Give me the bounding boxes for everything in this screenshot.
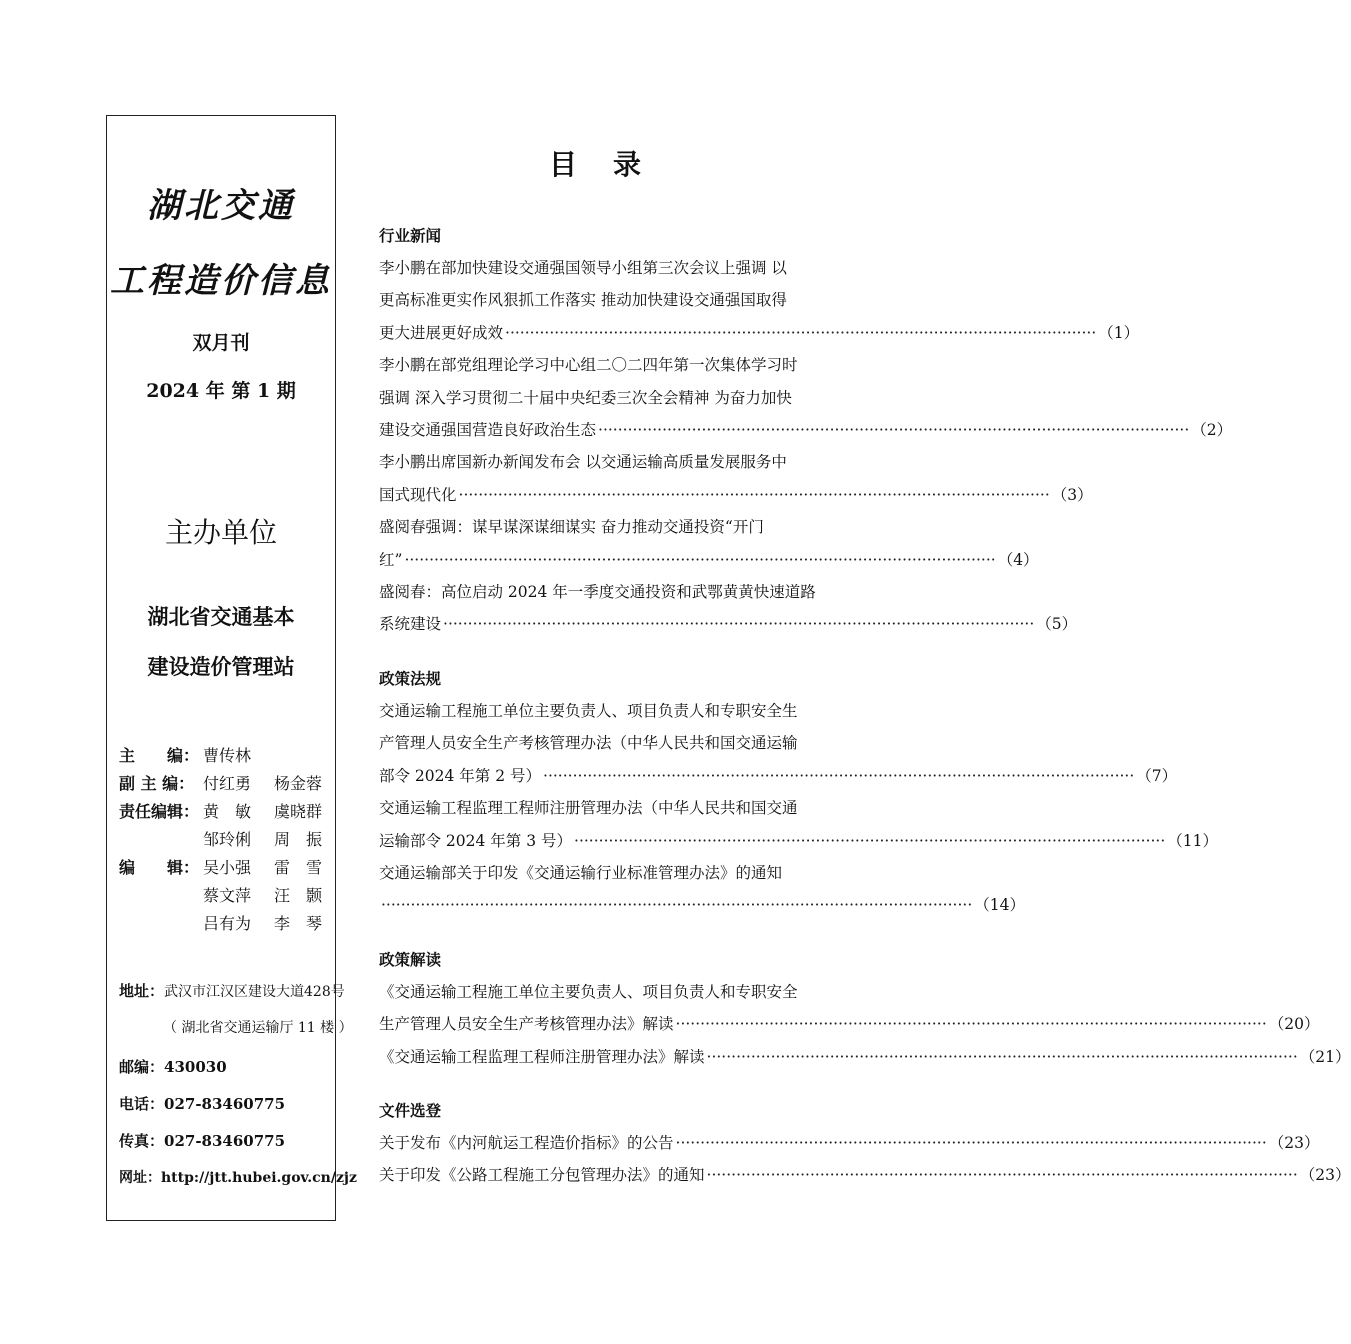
staff-role: 主 编： bbox=[119, 745, 200, 765]
page-number: （14） bbox=[974, 896, 1025, 915]
section-heading: 政策解读 bbox=[379, 949, 442, 969]
toc-entry-text: 系统建设 bbox=[379, 615, 442, 634]
toc-entry-line: 李小鹏在部加快建设交通强国领导小组第三次会议上强调 以 bbox=[379, 259, 787, 277]
leader-dots: ························································································································ bbox=[543, 766, 1135, 785]
staff-name: 黄 敏 bbox=[203, 801, 252, 821]
staff-row bbox=[119, 824, 329, 852]
toc-entry-text: 关于发布《内河航运工程造价指标》的公告 bbox=[379, 1133, 674, 1152]
toc-entry[interactable] bbox=[379, 1041, 1351, 1073]
section-spacer bbox=[379, 922, 833, 944]
toc-entry[interactable] bbox=[379, 857, 1025, 922]
postcode-label: 邮编： bbox=[119, 1058, 165, 1076]
leader-dots: ························································································································ bbox=[381, 896, 973, 915]
toc-entry-final-line bbox=[379, 1127, 1320, 1159]
staff-name: 李 琴 bbox=[274, 913, 323, 933]
staff-name: 杨金蓉 bbox=[274, 773, 323, 793]
toc-entry-line: 盛阅春强调：谋早谋深谋细谋实 奋力推动交通投资“开门 bbox=[379, 518, 764, 537]
staff-role: 副 主 编： bbox=[119, 773, 195, 793]
staff-row bbox=[119, 768, 329, 796]
address-note: （ 湖北省交通运输厅 11 楼 ） bbox=[163, 1020, 353, 1036]
masthead-panel bbox=[106, 115, 357, 1221]
page-number: （1） bbox=[1098, 323, 1140, 342]
section-heading: 文件选登 bbox=[379, 1100, 442, 1120]
staff-name: 曹传林 bbox=[203, 745, 252, 765]
toc-entry[interactable] bbox=[379, 252, 1140, 349]
postcode-value: 430030 bbox=[164, 1058, 227, 1076]
staff-name: 虞晓群 bbox=[274, 801, 323, 821]
staff-name: 汪 颢 bbox=[274, 885, 323, 905]
table-of-contents bbox=[379, 220, 1351, 1192]
staff-name: 周 振 bbox=[274, 829, 323, 849]
toc-entry-text: 红” bbox=[379, 550, 403, 569]
toc-entry-line: 交通运输工程监理工程师注册管理办法（中华人民共和国交通 bbox=[379, 799, 798, 818]
sponsor-name-line2: 建设造价管理站 bbox=[147, 655, 295, 679]
phone-line bbox=[119, 1093, 285, 1114]
toc-entry[interactable] bbox=[379, 792, 1219, 857]
toc-entry-final-line bbox=[379, 544, 1039, 576]
toc-entry-final-line bbox=[379, 479, 1093, 511]
sponsor-label: 主办单位 bbox=[164, 516, 277, 549]
section-spacer bbox=[379, 1073, 833, 1095]
frequency-label: 双月刊 bbox=[192, 332, 250, 354]
toc-entry-final-line bbox=[379, 760, 1178, 792]
toc-entry-text: 更大进展更好成效 bbox=[379, 323, 504, 342]
page-number: （21） bbox=[1299, 1047, 1351, 1066]
toc-entry-line: 盛阅春：高位启动 2024 年一季度交通投资和武鄂黄黄快速道路 bbox=[379, 583, 816, 602]
toc-entry-text: 《交通运输工程监理工程师注册管理办法》解读 bbox=[379, 1047, 705, 1066]
leader-dots: ························································································································ bbox=[675, 1015, 1267, 1034]
toc-title: 目录 bbox=[549, 148, 678, 181]
staff-name: 付红勇 bbox=[203, 773, 252, 793]
page-number: （3） bbox=[1051, 485, 1093, 504]
postcode-line bbox=[119, 1056, 227, 1077]
toc-entry[interactable] bbox=[379, 511, 1039, 576]
page-number: （23） bbox=[1268, 1133, 1320, 1152]
toc-entry-line: 李小鹏在部党组理论学习中心组二〇二四年第一次集体学习时 bbox=[379, 356, 798, 375]
toc-entry[interactable] bbox=[379, 1159, 1351, 1191]
leader-dots: ························································································································ bbox=[706, 1166, 1298, 1185]
fax-label: 传真： bbox=[119, 1132, 165, 1150]
toc-entry-line: 强调 深入学习贯彻二十届中央纪委三次全会精神 为奋力加快 bbox=[379, 388, 792, 407]
section-heading: 政策法规 bbox=[379, 668, 442, 688]
staff-row bbox=[119, 852, 329, 880]
address-label: 地址： bbox=[119, 982, 165, 1000]
toc-entry-final-line bbox=[379, 608, 1078, 640]
fax-line bbox=[119, 1130, 285, 1151]
phone-label: 电话： bbox=[119, 1095, 165, 1113]
toc-entry-final-line bbox=[379, 1159, 1351, 1191]
toc-entry[interactable] bbox=[379, 446, 1093, 511]
toc-entry[interactable] bbox=[379, 976, 1320, 1041]
staff-row bbox=[119, 908, 329, 936]
leader-dots: ························································································································ bbox=[505, 323, 1097, 342]
staff-name: 吕有为 bbox=[203, 913, 252, 933]
website-label: 网址： bbox=[119, 1170, 161, 1186]
leader-dots: ························································································································ bbox=[574, 831, 1166, 850]
toc-entry[interactable] bbox=[379, 349, 1233, 446]
staff-row bbox=[119, 796, 329, 824]
staff-name: 雷 雪 bbox=[274, 857, 323, 877]
toc-entry-text: 生产管理人员安全生产考核管理办法》解读 bbox=[379, 1015, 674, 1034]
leader-dots: ························································································································ bbox=[675, 1133, 1267, 1152]
staff-role: 编 辑： bbox=[119, 857, 200, 877]
staff-name bbox=[274, 743, 329, 766]
toc-entry-text: 运输部令 2024 年第 3 号） bbox=[379, 831, 573, 850]
toc-entry[interactable] bbox=[379, 1127, 1320, 1159]
toc-entry[interactable] bbox=[379, 576, 1078, 641]
editorial-staff bbox=[119, 740, 329, 936]
page-number: （23） bbox=[1299, 1166, 1351, 1185]
address-value: 武汉市江汉区建设大道428号 bbox=[164, 984, 345, 1000]
leader-dots: ························································································································ bbox=[404, 550, 996, 569]
page-number: （2） bbox=[1191, 421, 1233, 440]
toc-entry-line: 李小鹏出席国新办新闻发布会 以交通运输高质量发展服务中 bbox=[379, 453, 787, 472]
phone-value: 027-83460775 bbox=[164, 1095, 286, 1113]
page-number: （4） bbox=[997, 550, 1039, 569]
staff-row bbox=[119, 880, 329, 908]
toc-entry-line: 产管理人员安全生产考核管理办法（中华人民共和国交通运输 bbox=[379, 734, 798, 753]
staff-row bbox=[119, 740, 329, 768]
toc-entry-final-line bbox=[379, 317, 1140, 349]
journal-title-line2: 工程造价信息 bbox=[110, 261, 332, 301]
toc-entry-text: 建设交通强国营造良好政治生态 bbox=[379, 421, 597, 440]
toc-entry-final-line bbox=[379, 1008, 1320, 1040]
page-number: （11） bbox=[1167, 831, 1219, 850]
toc-entry-text: 关于印发《公路工程施工分包管理办法》的通知 bbox=[379, 1166, 705, 1185]
toc-entry-line: 交通运输工程施工单位主要负责人、项目负责人和专职安全生 bbox=[379, 701, 798, 720]
section-spacer bbox=[379, 641, 833, 663]
staff-name: 邹玲俐 bbox=[203, 829, 252, 849]
toc-entry-final-line bbox=[379, 1041, 1351, 1073]
toc-entry-final-line bbox=[379, 414, 1233, 446]
leader-dots: ························································································································ bbox=[458, 485, 1050, 504]
website-link[interactable]: http://jtt.hubei.gov.cn/zjz bbox=[161, 1170, 357, 1186]
staff-role: 责任编辑： bbox=[119, 801, 200, 821]
sponsor-name-line1: 湖北省交通基本 bbox=[147, 605, 295, 629]
page-number: （20） bbox=[1268, 1015, 1320, 1034]
staff-name: 蔡文萍 bbox=[203, 885, 252, 905]
toc-entry-line: 更高标准更实作风狠抓工作落实 推动加快建设交通强国取得 bbox=[379, 291, 787, 310]
issue-label: 2024 年 第 1 期 bbox=[146, 380, 296, 402]
page-number: （7） bbox=[1136, 766, 1178, 785]
leader-dots: ························································································································ bbox=[598, 421, 1190, 440]
leader-dots: ························································································································ bbox=[443, 615, 1035, 634]
toc-entry-line: 《交通运输工程施工单位主要负责人、项目负责人和专职安全 bbox=[379, 982, 798, 1001]
toc-entry-final-line bbox=[379, 889, 1025, 921]
leader-dots: ························································································································ bbox=[706, 1047, 1298, 1066]
toc-entry-final-line bbox=[379, 825, 1219, 857]
toc-entry-text: 部令 2024 年第 2 号） bbox=[379, 766, 542, 785]
fax-value: 027-83460775 bbox=[164, 1132, 286, 1150]
section-heading: 行业新闻 bbox=[379, 226, 442, 245]
address-line bbox=[119, 980, 345, 1001]
toc-entry-line: 交通运输部关于印发《交通运输行业标准管理办法》的通知 bbox=[379, 863, 783, 882]
page-number: （5） bbox=[1036, 615, 1078, 634]
website-line bbox=[119, 1167, 357, 1187]
staff-name: 吴小强 bbox=[203, 857, 252, 877]
toc-entry-text: 国式现代化 bbox=[379, 485, 457, 504]
journal-title-line1: 湖北交通 bbox=[147, 186, 295, 226]
toc-entry[interactable] bbox=[379, 695, 1178, 792]
